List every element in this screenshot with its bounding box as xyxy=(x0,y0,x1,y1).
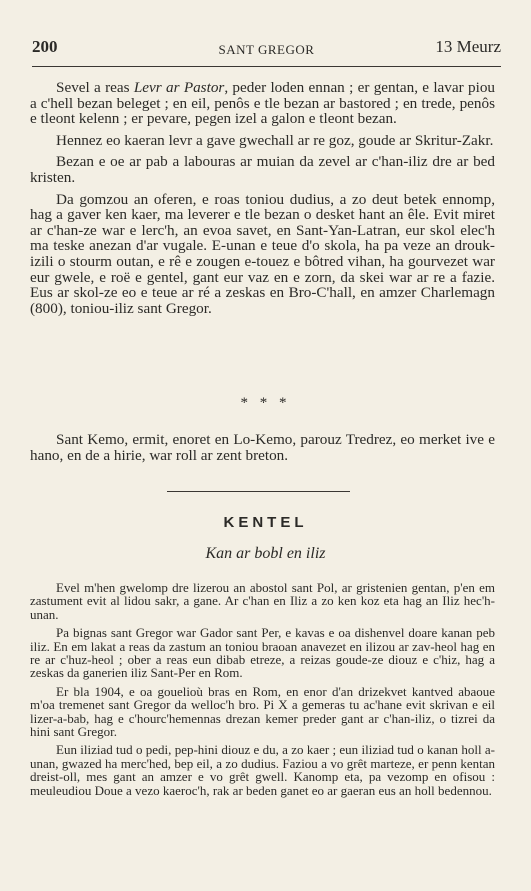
divider-rule xyxy=(167,491,350,492)
page-number: 200 xyxy=(32,37,58,56)
header-date: 13 Meurz xyxy=(435,37,501,56)
paragraph-5: Sant Kemo, ermit, enoret en Lo-Kemo, parouz Tredrez, eo merket ive e hano, en de a hirie, war roll ar zent breton. xyxy=(30,431,495,464)
lesson-text xyxy=(30,581,495,802)
main-text xyxy=(30,80,495,322)
section-title: KENTEL xyxy=(223,514,308,531)
paragraph-2: Hennez eo kaeran levr a gave gwechall ar re goz, goude ar Skritur-Zakr. xyxy=(56,131,494,149)
page-header xyxy=(32,37,501,67)
lesson-paragraph-2: Pa bignas sant Gregor war Gador sant Per, e kavas e oa dishenvel doare kanan peb iliz. En em lakat a reas da zastum an toniou braoan anavezet en ilizou ar zav-heol hag en re ar c'huz-heol ; ober a reas eun dibab etreze, a reizas goude-ze diouz e c'hiz, hag a zeskas da ganerien iliz Sant-Per en Rom. xyxy=(30,625,495,681)
main-text-continued xyxy=(30,432,495,463)
lesson-paragraph-1: Evel m'hen gwelomp dre lizerou an abostol sant Pol, ar gristenien gentan, p'en em zastument evit al lidou sakr, a gane. Ar c'han en Iliz a zo ken koz eta hag an Iliz hec'h-unan. xyxy=(30,580,495,622)
lesson-paragraph-3: Er bla 1904, e oa gouelioù bras en Rom, en enor d'an drizekvet kantved abaoue m'oa tremenet sant Gregor da welloc'h bro. Pi X a gemeras tu ac'hane evit skrivan e eil lizer-a-bab, hag e c'hourc'hemennas drezan kemer preder gant ar c'han-iliz, o tizrei da hini sant Gregor. xyxy=(30,683,495,740)
paragraph-4: Da gomzou an oferen, e roas toniou dudius, a zo deut betek ennomp, hag a gaver ken kaer, ma leverer e tle bezan o desket hant an êle. Evit miret ar c'han-ze war e lerc'h, an evoa savet, en Sant-Yan-Latran, eur skol elec'h ma teske anezan d'ar vugale. E-unan e teue d'o skola, ha pa veze an drouk-izili o stourm outan, e rê e zougen e-touez e bôtred vihan, ha gourvezet war eur gwele, e roë e gentel, gant eur vaz en e zorn, da skei war ar re a fazie. Eus ar skol-ze eo e teue ar ré a zeskas en Bro-C'hall, en amzer Charlemagn (800), toniou-iliz sant Gregor. xyxy=(30,190,495,317)
paragraph-3: Bezan e oe ar pab a labouras ar muian da zevel ar c'han-iliz dre ar bed kristen. xyxy=(30,153,495,186)
paragraph-1: Sevel a reas Levr ar Pastor, peder loden ennan ; er gentan, e lavar piou a c'hell bezan beleget ; en eil, penôs e tle bezan ar bastored ; en trede, penôs e tleont kelenn ; er pevare, pegen izel a galon e tleont bezan. xyxy=(30,79,496,128)
running-title: SANT GREGOR xyxy=(218,42,315,57)
book-title: Levr ar Pastor xyxy=(133,79,225,96)
lesson-paragraph-4: Eun iliziad tud o pedi, pep-hini diouz e du, a zo kaer ; eun iliziad tud o kanan holl a-unan, gwazed ha merc'hed, bep eil, a zo dudius. Faziou a vo grêt marteze, er penn kentan dreist-oll, mes gant an amzer e vo grêt gwell. Kanomp eta, pa vezomp en ofisou : meuleudiou Doue a vezo kaeroc'h, rak ar beden ganet eo ar gaeran eus an holl bedennou. xyxy=(30,742,495,798)
section-subtitle: Kan ar bobl en iliz xyxy=(205,545,326,562)
section-separator: * * * xyxy=(240,395,291,411)
